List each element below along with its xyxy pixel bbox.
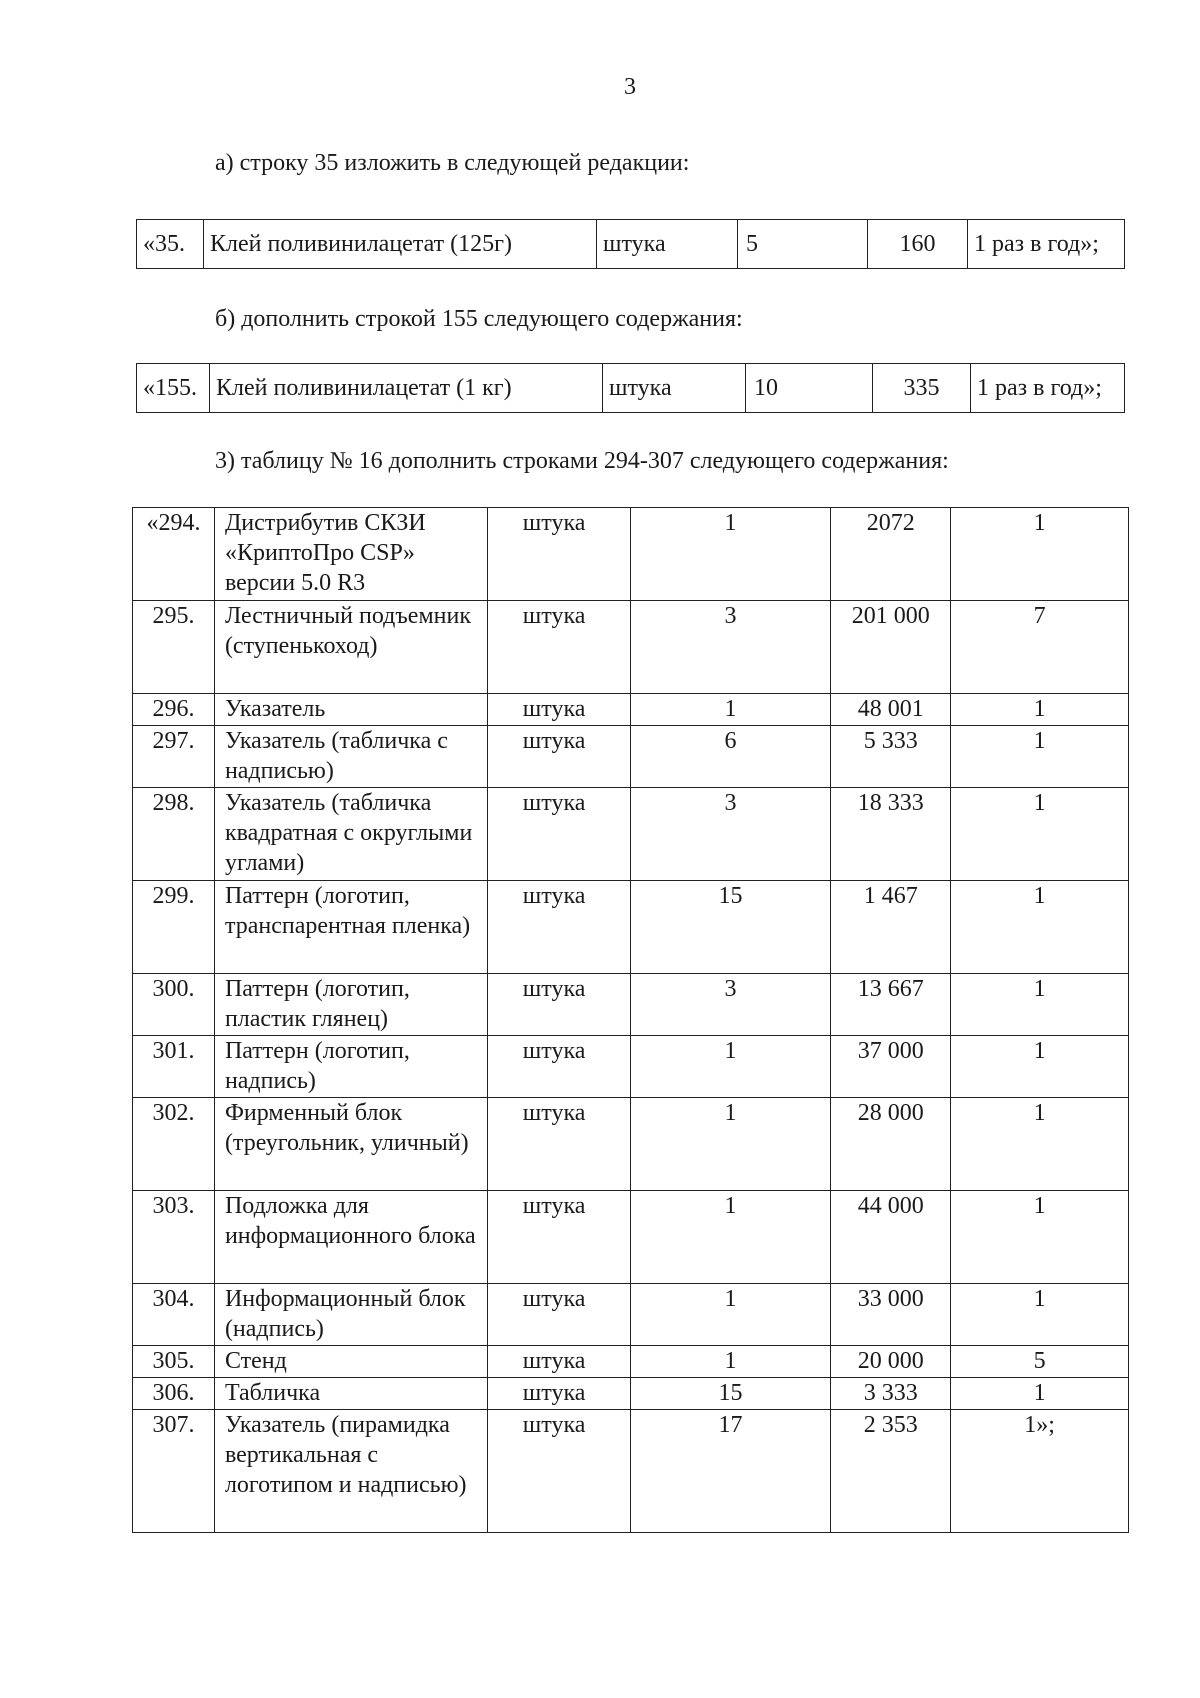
cell-price: 20 000 <box>831 1346 951 1378</box>
cell-period: 1 <box>951 881 1129 974</box>
cell-number: 306. <box>133 1378 215 1410</box>
cell-period: 1 <box>951 1191 1129 1284</box>
cell-price: 335 <box>873 364 971 413</box>
cell-name: Информационный блок (надпись) <box>214 1284 487 1346</box>
table-row <box>133 726 1129 788</box>
cell-name: Паттерн (логотип, транспарентная пленка) <box>214 881 487 974</box>
paragraph-b: б) дополнить строкой 155 следующего содержания: <box>215 306 743 332</box>
cell-unit: штука <box>487 1410 630 1533</box>
cell-price: 28 000 <box>831 1098 951 1191</box>
cell-unit: штука <box>597 220 738 269</box>
cell-number: «155. <box>137 364 210 413</box>
cell-number: 304. <box>133 1284 215 1346</box>
cell-price: 33 000 <box>831 1284 951 1346</box>
cell-number: «294. <box>133 508 215 601</box>
cell-period: 5 <box>951 1346 1129 1378</box>
cell-unit: штука <box>603 364 746 413</box>
cell-period: 1 <box>951 974 1129 1036</box>
cell-period: 1 <box>951 694 1129 726</box>
table-row-155 <box>136 363 1125 413</box>
cell-period: 1 раз в год»; <box>971 364 1125 413</box>
cell-name: Паттерн (логотип, надпись) <box>214 1036 487 1098</box>
cell-unit: штука <box>487 1036 630 1098</box>
cell-quantity: 1 <box>630 694 831 726</box>
cell-unit: штука <box>487 974 630 1036</box>
table-row <box>133 1098 1129 1191</box>
cell-number: 302. <box>133 1098 215 1191</box>
cell-period: 7 <box>951 601 1129 694</box>
cell-number: 307. <box>133 1410 215 1533</box>
cell-period: 1 <box>951 1284 1129 1346</box>
cell-quantity: 6 <box>630 726 831 788</box>
paragraph-a: а) строку 35 изложить в следующей редакции: <box>215 150 690 176</box>
cell-price: 48 001 <box>831 694 951 726</box>
cell-quantity: 15 <box>630 1378 831 1410</box>
cell-number: «35. <box>137 220 204 269</box>
cell-price: 37 000 <box>831 1036 951 1098</box>
cell-unit: штука <box>487 508 630 601</box>
cell-name: Табличка <box>214 1378 487 1410</box>
cell-number: 298. <box>133 788 215 881</box>
cell-price: 44 000 <box>831 1191 951 1284</box>
cell-period: 1 <box>951 508 1129 601</box>
cell-quantity: 1 <box>630 1284 831 1346</box>
cell-name: Клей поливинилацетат (125г) <box>204 220 597 269</box>
cell-name: Паттерн (логотип, пластик глянец) <box>214 974 487 1036</box>
cell-period: 1 <box>951 1378 1129 1410</box>
table-row <box>133 1346 1129 1378</box>
cell-period: 1 <box>951 788 1129 881</box>
cell-name: Стенд <box>214 1346 487 1378</box>
cell-unit: штука <box>487 694 630 726</box>
cell-name: Фирменный блок (треугольник, уличный) <box>214 1098 487 1191</box>
table-row <box>133 601 1129 694</box>
cell-unit: штука <box>487 1284 630 1346</box>
cell-number: 296. <box>133 694 215 726</box>
cell-period: 1 <box>951 1036 1129 1098</box>
cell-quantity: 1 <box>630 1346 831 1378</box>
cell-number: 295. <box>133 601 215 694</box>
table-row <box>133 694 1129 726</box>
cell-price: 2 353 <box>831 1410 951 1533</box>
cell-quantity: 10 <box>746 364 873 413</box>
cell-quantity: 1 <box>630 1036 831 1098</box>
cell-number: 305. <box>133 1346 215 1378</box>
cell-quantity: 5 <box>738 220 868 269</box>
table-row-35 <box>136 219 1125 269</box>
cell-price: 1 467 <box>831 881 951 974</box>
cell-name: Указатель <box>214 694 487 726</box>
table-row <box>133 1410 1129 1533</box>
cell-unit: штука <box>487 881 630 974</box>
cell-quantity: 3 <box>630 974 831 1036</box>
cell-quantity: 3 <box>630 601 831 694</box>
table-row <box>133 1284 1129 1346</box>
cell-name: Дистрибутив СКЗИ «КриптоПро CSP» версии 5.0 R3 <box>214 508 487 601</box>
cell-number: 297. <box>133 726 215 788</box>
cell-unit: штука <box>487 601 630 694</box>
cell-name: Указатель (табличка с надписью) <box>214 726 487 788</box>
cell-price: 18 333 <box>831 788 951 881</box>
cell-quantity: 1 <box>630 1098 831 1191</box>
cell-unit: штука <box>487 1378 630 1410</box>
cell-unit: штука <box>487 1191 630 1284</box>
cell-price: 201 000 <box>831 601 951 694</box>
cell-unit: штука <box>487 788 630 881</box>
cell-period: 1 <box>951 1098 1129 1191</box>
table-row <box>137 364 1125 413</box>
cell-price: 160 <box>868 220 968 269</box>
cell-quantity: 17 <box>630 1410 831 1533</box>
cell-unit: штука <box>487 726 630 788</box>
cell-quantity: 15 <box>630 881 831 974</box>
cell-quantity: 1 <box>630 508 831 601</box>
table-row <box>133 1191 1129 1284</box>
cell-price: 2072 <box>831 508 951 601</box>
table-row <box>133 974 1129 1036</box>
cell-quantity: 1 <box>630 1191 831 1284</box>
cell-period: 1 <box>951 726 1129 788</box>
table-row <box>133 1036 1129 1098</box>
cell-quantity: 3 <box>630 788 831 881</box>
cell-price: 5 333 <box>831 726 951 788</box>
cell-unit: штука <box>487 1346 630 1378</box>
table-row <box>133 788 1129 881</box>
cell-price: 13 667 <box>831 974 951 1036</box>
table-row <box>137 220 1125 269</box>
cell-name: Клей поливинилацетат (1 кг) <box>210 364 603 413</box>
cell-name: Подложка для информационного блока <box>214 1191 487 1284</box>
table-row <box>133 508 1129 601</box>
paragraph-c: 3) таблицу № 16 дополнить строками 294-307 следующего содержания: <box>215 448 949 474</box>
cell-number: 299. <box>133 881 215 974</box>
cell-name: Указатель (табличка квадратная с округлыми углами) <box>214 788 487 881</box>
page-number: 3 <box>624 74 636 100</box>
cell-period: 1 раз в год»; <box>968 220 1125 269</box>
cell-number: 301. <box>133 1036 215 1098</box>
cell-name: Указатель (пирамидка вертикальная с логотипом и надписью) <box>214 1410 487 1533</box>
cell-unit: штука <box>487 1098 630 1191</box>
table-16-rows <box>132 507 1129 1533</box>
cell-period: 1»; <box>951 1410 1129 1533</box>
cell-price: 3 333 <box>831 1378 951 1410</box>
cell-number: 300. <box>133 974 215 1036</box>
table-row <box>133 1378 1129 1410</box>
cell-number: 303. <box>133 1191 215 1284</box>
table-body <box>133 508 1129 1533</box>
table-row <box>133 881 1129 974</box>
cell-name: Лестничный подъемник (ступенькоход) <box>214 601 487 694</box>
